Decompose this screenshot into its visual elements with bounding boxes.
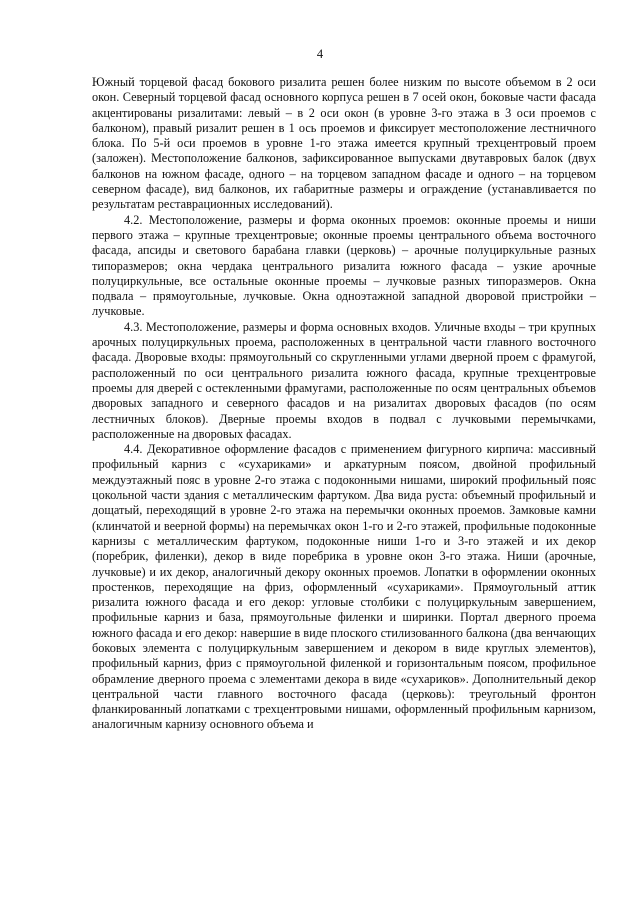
paragraph-4-4: 4.4. Декоративное оформление фасадов с применением фигурного кирпича: массивный профильный карниз с «сухариками» и аркатурным поясом, двойной профильный междуэтажный пояс в уровне 2-го этажа с подоконными нишами, широкий профильный пояс цокольной части здания с металлическим фартуком. Два вида руста: объемный профильный и дощатый, переходящий в уровне 2-го этажа на перемычки оконных проемов. Замковые камни (клинчатой и веерной формы) на перемычках окон 1-го и 2-го этажей, профильные подоконные карнизы с металлическим фартуком, подоконные ниши 1-го и 3-го этажей и их декор (поребрик, филенки), декор в виде поребрика в уровне окон 3-го этажа. Ниши (арочные, лучковые) и их декор, аналогичный декору оконных проемов. Лопатки в оформлении оконных простенков, переходящие на фриз, оформленный «сухариками». Прямоугольный аттик ризалита южного фасада и его декор: угловые столбики с полуциркульным завершением, профильные карниз и база, прямоугольные филенки и ширинки. Портал дверного проема южного фасада и его декор: навершие в виде плоского стилизованного балкона (два венчающих боковых элемента с полуциркульным завершением и декором в виде круглых элементов), профильный карниз, фриз с прямоугольной филенкой и горизонтальным поясом, профильное обрамление дверного проема с элементами декора в виде «сухариков». Дополнительный декор центральной части главного восточного фасада (церковь): треугольный фронтон фланкированный лопатками с трехцентровыми нишами, оформленный профильным карнизом, аналогичным карнизу основного объема и: [92, 442, 596, 732]
paragraph-4-3: 4.3. Местоположение, размеры и форма основных входов. Уличные входы – три крупных арочных полуциркульных проема, расположенных в центральной части главного восточного фасада. Дворовые входы: прямоугольный со скругленными углами дверной проем с фрамугой, расположенный по оси центрального ризалита южного фасада, крупные трехцентровые проемы для дверей с остекленными фрамугами, расположенные по осям центральных объемов дворовых западного и северного фасадов и на ризалитах дворовых фасадов (по осям лестничных блоков). Дверные проемы входов в подвал с лучковыми перемычками, расположенные на дворовых фасадах.: [92, 319, 596, 441]
paragraph-4-2: 4.2. Местоположение, размеры и форма оконных проемов: оконные проемы и ниши первого этажа – крупные трехцентровые; оконные проемы центрального объема восточного фасада, апсиды и светового барабана главки (церковь) – арочные полуциркульные разных типоразмеров; окна чердака центрального ризалита южного фасада – узкие арочные полуциркульные, все остальные оконные проемы – лучковые разных типоразмеров. Окна подвала – прямоугольные, лучковые. Окна одноэтажной западной дворовой пристройки – лучковые.: [92, 212, 596, 319]
page-number: 4: [316, 47, 324, 61]
paragraph-1: Южный торцевой фасад бокового ризалита решен более низким по высоте объемом в 2 оси окон. Северный торцевой фасад основного корпуса решен в 7 осей окон, боковые части фасада акцентированы ризалитами: левый – в 2 оси окон (в уровне 3-го этажа в 3 оси проемов с балконом), правый ризалит решен в 1 ось проемов и фиксирует местоположение лестничного блока. По 5-й оси проемов в уровне 1-го этажа имеется крупный трехцентровый проем (заложен). Местоположение балконов, зафиксированное выпусками двутавровых балок (двух балконов на южном фасаде, одного – на торцевом западном фасаде и одного – на торцевом северном фасаде), вид балконов, их габаритные размеры и ограждение (устанавливается по результатам реставрационных исследований).: [92, 75, 596, 212]
document-body: [92, 75, 596, 733]
